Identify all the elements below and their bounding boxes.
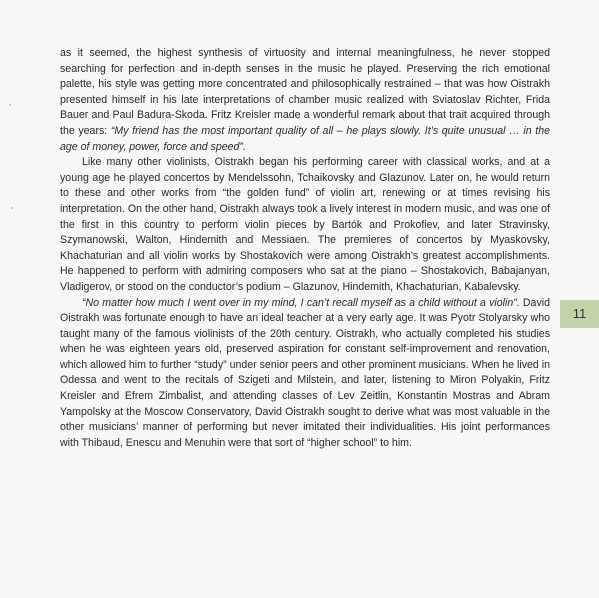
quote-run: “My friend has the most important quality of all – he plays slowly. It’s quite unusual … in the age of money, power, force and speed”. (60, 124, 550, 153)
text-run: as it seemed, the highest synthesis of virtuosity and internal meaningfulness, he never stopped searching for perfection and in-depth senses in the music he played. Preserving the rich emotional palette, his style was getting more concentrated and philosophically restrained – that was how Oistrakh presented himself in his late interpretations of chamber music realized with Sviatoslav Richter, Frida Bauer and Paul Badura-Skoda. Fritz Kreisler made a wonderful remark about that trait acquired through the years: (60, 47, 550, 137)
paragraph-1 (60, 46, 550, 155)
paper-speck (11, 207, 13, 209)
quote-run: “No matter how much I went over in my mind, I can’t recall myself as a child without a violin”. (82, 296, 520, 309)
paper-speck (9, 104, 11, 106)
paragraph-3 (60, 296, 550, 452)
page-number-tab: 11 (560, 300, 599, 328)
body-text (60, 46, 550, 451)
paragraph-2 (60, 155, 550, 295)
text-run: Like many other violinists, Oistrakh began his performing career with classical works, and at a young age he played concertos by Mendelssohn, Tchaikovsky and Glazunov. Later on, he would return to these and other works from “the golden fund” of violin art, renewing or at times revising his interpretation. On the other hand, Oistrakh always took a lively interest in modern music, and was one of the first in this country to perform violin pieces by Bartók and Prokofiev, and later Stravinsky, Szymanowski, Walton, Hindemith and Messiaen. The premieres of concertos by Myaskovsky, Khachaturian and all violin works by Shostakovich were among Oistrakh’s greatest accomplishments. He happened to perform with admiring composers who sat at the piano – Shostakovich, Babajanyan, Vladigerov, or stood on the conductor’s podium – Glazunov, Hindemith, Khachaturian, Kabalevsky. (60, 156, 550, 293)
text-run: David Oistrakh was fortunate enough to have an ideal teacher at a very early age. It was Pyotr Stolyarsky who taught many of the famous violinists of the 20th century. Oistrakh, who actually completed his studies when he was eighteen years old, preserved aspiration for constant self-improvement and renovation, which allowed him to further “study” under senior peers and other prominent musicians. When he lived in Odessa and went to the recitals of Szigeti and Milstein, and later, listening to Miron Polyakin, Fritz Kreisler and Efrem Zimbalist, and attending classes of Lev Zeitlin, Konstantin Mostras and Abram Yampolsky at the Moscow Conservatory, David Oistrakh sought to derive what was most valuable in the other musicians’ manner of performing but never imitated their individualities. His joint performances with Thibaud, Enescu and Menuhin were that sort of “higher school” to him. (60, 296, 550, 449)
